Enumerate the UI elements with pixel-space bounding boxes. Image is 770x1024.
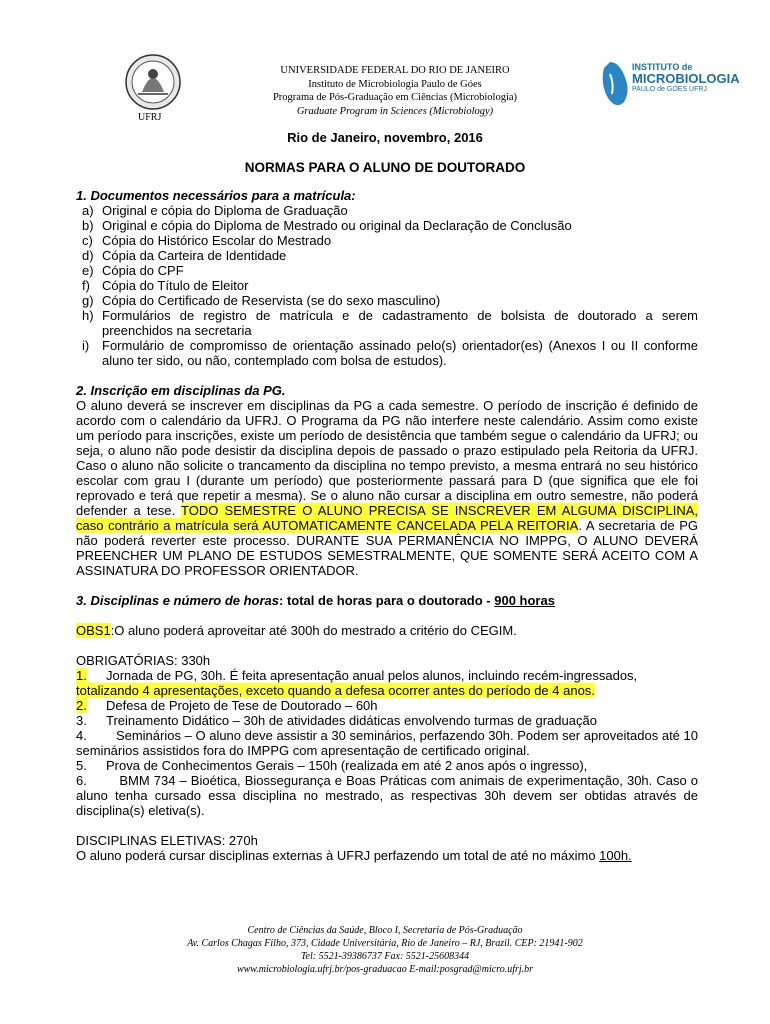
institute-logo-text (632, 62, 740, 95)
list-item (76, 263, 698, 278)
list-marker: c) (82, 233, 93, 248)
list-item (76, 728, 698, 758)
list-text: Treinamento Didático – 30h de atividades didáticas envolvendo turmas de graduação (106, 713, 597, 728)
list-marker: 6. (76, 773, 87, 788)
section1-heading: 1. Documentos necessários para a matrícula: (76, 188, 356, 203)
obs-text: :O aluno poderá aproveitar até 300h do mestrado a critério do CEGIM. (110, 623, 517, 638)
list-item (76, 338, 698, 368)
list-text: Cópia do Histórico Escolar do Mestrado (102, 233, 332, 248)
list-marker: 5. (76, 758, 87, 773)
list-marker: h) (82, 308, 94, 323)
list-text: BMM 734 – Bioética, Biossegurança e Boas Práticas com animais de experimentação, 30h. Caso o aluno tenha cursado essa disciplina no mestrado, as respectivas 30h devem ser obtidas através de disciplina(s) eletiva(s). (76, 773, 698, 818)
institute-name: Instituto de Microbiologia Paulo de Góes (308, 78, 482, 90)
list-item (76, 308, 698, 338)
list-marker: f) (82, 278, 90, 293)
section2-heading: 2. Inscrição em disciplinas da PG. (76, 383, 286, 398)
obs-label: OBS1 (76, 623, 111, 638)
eletivas-title: DISCIPLINAS ELETIVAS: 270h (76, 833, 258, 848)
list-marker: 3. (76, 713, 87, 728)
dateline: Rio de Janeiro, novembro, 2016 (287, 130, 483, 145)
university-name: UNIVERSIDADE FEDERAL DO RIO DE JANEIRO (280, 65, 510, 76)
list-marker: b) (82, 218, 94, 233)
list-item (76, 248, 698, 263)
list-item (76, 278, 698, 293)
eletivas-text: O aluno poderá cursar disciplinas externas à UFRJ perfazendo um total de até no máximo (76, 848, 600, 863)
list-text: Cópia do CPF (102, 263, 184, 278)
section2-text: O aluno deverá se inscrever em disciplinas da PG a cada semestre. O período de inscrição é definido de acordo com o calendário da UFRJ. O Programa da PG não interfere neste calendário. Assim como existe um período para inscrições, existe um período de desistência que também segue o calendário da UFRJ; ou seja, o aluno não pode desistir da disciplina depois de passado o prazo estipulado pela Reitoria da UFRJ. Caso o aluno não solicite o trancamento da disciplina no tempo previsto, a mesma entrará no seu histórico escolar com grau I (durante um período) que posteriormente passará para D (que significa que ele foi reprovado e terá que repetir a mesma). Se o aluno não cursar a disciplina em outro semestre, não poderá defender a tese. (76, 398, 698, 518)
ufrj-caption: UFRJ (138, 112, 162, 123)
list-item (76, 773, 698, 818)
list-text: Jornada de PG, 30h. É feita apresentação anual pelos alunos, incluindo recém-ingressados, (106, 668, 638, 683)
section3-total-hours: 900 horas (494, 593, 555, 608)
list-marker: 2. (76, 698, 87, 713)
list-text: Cópia do Certificado de Reservista (se do sexo masculino) (102, 293, 441, 308)
eletivas-text-line (76, 848, 698, 863)
program-name: Programa de Pós-Graduação em Ciências (Microbiologia) (272, 92, 518, 103)
obs-line (76, 623, 698, 638)
list-item (76, 758, 698, 773)
list-text: Cópia da Carteira de Identidade (102, 248, 287, 263)
section3-heading-rest: : total de horas para o doutorado - (279, 593, 495, 608)
list-item (76, 233, 698, 248)
eletivas-hours: 100h. (599, 848, 632, 863)
institute-logo-line1: INSTITUTO de (632, 62, 693, 72)
footer (0, 924, 770, 976)
list-text-highlight: totalizando 4 apresentações, exceto quando a defesa ocorrer antes do período de 4 anos. (76, 683, 595, 698)
section2-text-caps: . A secretaria de PG não poderá reverter este processo. DURANTE SUA PERMANÊNCIA NO IMPPG, O ALUNO DEVERÁ PREENCHER UM PLANO DE ESTUDOS SEMESTRALMENTE, QUE SOMENTE SERÁ ACEITO COM A ASSINATURA DO PROFESSOR ORIENTADOR. (76, 518, 699, 578)
list-marker: i) (82, 338, 90, 353)
obrigatorias-title: OBRIGATÓRIAS: 330h (76, 653, 211, 668)
list-text: Cópia do Título de Eleitor (102, 278, 249, 293)
list-item-continuation (76, 683, 698, 698)
section2-highlight: TODO SEMESTRE O ALUNO PRECISA SE INSCREVER EM ALGUMA DISCIPLINA, caso contrário a matrícula será AUTOMATICAMENTE CANCELADA PELA REITORIA (76, 503, 698, 533)
list-marker: e) (82, 263, 94, 278)
list-text: Original e cópia do Diploma de Graduação (102, 203, 348, 218)
list-item (76, 293, 698, 308)
list-item (76, 698, 698, 713)
footer-phone: Tel: 5521-39386737 Fax: 5521-25608344 (300, 951, 470, 962)
document-title: NORMAS PARA O ALUNO DE DOUTORADO (244, 160, 526, 175)
list-item (76, 203, 698, 218)
footer-address-line2: Av. Carlos Chagas Filho, 373, Cidade Universitária, Rio de Janeiro – RJ, Brazil. CEP: 21941-902 (187, 938, 583, 949)
list-marker: 1. (76, 668, 87, 683)
list-marker: g) (82, 293, 94, 308)
section2-paragraph (76, 398, 698, 578)
section3-heading: 3. Disciplinas e número de horas (76, 593, 280, 608)
section3-heading-line (76, 593, 698, 608)
list-text: Formulários de registro de matrícula e de cadastramento de bolsista de doutorado a serem preenchidos na secretaria (102, 308, 698, 338)
list-item (76, 218, 698, 233)
list-text: Defesa de Projeto de Tese de Doutorado – 60h (106, 698, 378, 713)
program-name-en: Graduate Program in Sciences (Microbiology) (296, 105, 494, 117)
list-item (76, 713, 698, 728)
footer-web-email: www.microbiologia.ufrj.br/pos-graduacao E-mail:posgrad@micro.ufrj.br (236, 964, 534, 975)
list-marker: d) (82, 248, 94, 263)
list-marker: a) (82, 203, 94, 218)
list-text: Formulário de compromisso de orientação assinado pelo(s) orientador(es) (Anexos I ou II conforme aluno ter sido, ou não, contemplado com bolsa de estudos). (102, 338, 698, 368)
footer-address-line1: Centro de Ciências da Saúde, Bloco I, Secretaria de Pós-Graduação (247, 925, 523, 936)
document-list (76, 203, 698, 368)
list-text: Prova de Conhecimentos Gerais – 150h (realizada em até 2 anos após o ingresso), (106, 758, 588, 773)
list-text: Original e cópia do Diploma de Mestrado ou original da Declaração de Conclusão (102, 218, 572, 233)
letterhead (220, 64, 570, 118)
list-text: Seminários – O aluno deve assistir a 30 seminários, perfazendo 30h. Podem ser aproveitados até 10 seminários assistidos fora do IMPPG com apresentação de certificado original. (76, 728, 699, 758)
institute-logo-line2: MICROBIOLOGIA (632, 71, 740, 86)
document-body (76, 188, 698, 863)
list-marker: 4. (76, 728, 87, 743)
list-item (76, 668, 698, 683)
institute-logo-line3: PAULO de GÓES UFRJ (632, 86, 707, 93)
